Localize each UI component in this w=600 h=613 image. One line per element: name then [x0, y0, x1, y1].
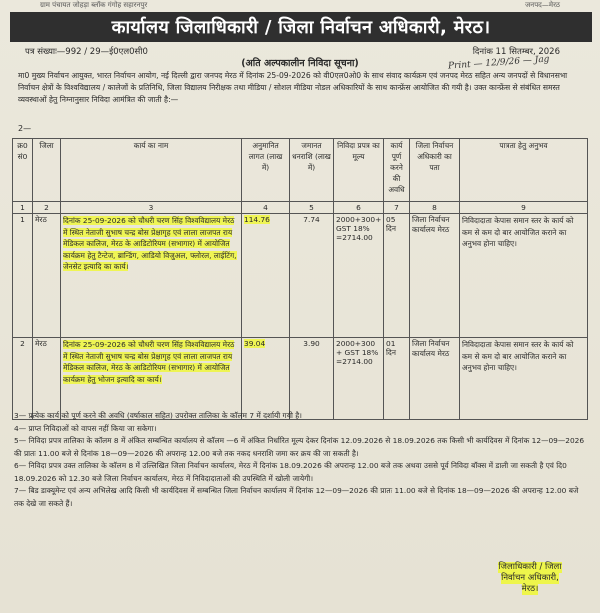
letter-number: पत्र संख्याः—992 / 29—ई0एल0सी0 — [25, 47, 148, 57]
col-number: 3 — [61, 202, 242, 214]
row-eligibility: निविदादाता केपास समान स्तर के कार्य को कम से कम दो बार आयोजित कराने का अनुभव होना चाहिए। — [460, 338, 588, 420]
row-sn: 1 — [13, 214, 33, 338]
col-number: 5 — [290, 202, 334, 214]
col-header-cost: अनुमानित लागत (लाख में) — [242, 139, 290, 202]
col-number: 4 — [242, 202, 290, 214]
col-header-duration: कार्य पूर्ण करने की अवधि — [384, 139, 410, 202]
intro-paragraph: मा0 मुख्य निर्वाचन आयुक्त, भारत निर्वाचन आयोग, नई दिल्ली द्वारा जनपद मेरठ में दिनांक 25-09-2026 को वी0एल0ओ0 के साथ संवाद कार्यक्रम एवं जनपद मेरठ सहित अन्य जनपदों से विधानसभा निर्वाचन क्षेत्रों के विश्वविद्यालय / कालेजों के प्रतिनिधि, जिला विद्यालय निरीक्षक तथा मीडिया / सोशल मीडिया नोडल अधिकारियों के साथ कान्फ्रेंस आयोजित की गयी है। उक्त कान्फ्रेंस से संबंधित समस्त व्यवस्थाओं हेतु निम्नानुसार निविदा आमंत्रित की जाती है:— — [18, 71, 568, 104]
top-strip-right: जनपद—मेरठ — [525, 1, 560, 9]
row-district: मेरठ — [33, 214, 61, 338]
top-strip — [0, 0, 600, 12]
col-header-eligibility: पात्रता हेतु अनुभव — [460, 139, 588, 202]
row-cost-value: 114.76 — [244, 215, 270, 224]
row-address: जिला निर्वाचन कार्यालय मेरठ — [410, 338, 460, 420]
col-number: 8 — [410, 202, 460, 214]
row-duration: 05 दिन — [384, 214, 410, 338]
table-header-row — [13, 139, 588, 202]
col-header-district: जिला — [33, 139, 61, 202]
row-district: मेरठ — [33, 338, 61, 420]
signature-line: मेरठ। — [521, 584, 539, 594]
office-title: कार्यालय जिलाधिकारी / जिला निर्वाचन अधिकारी, मेरठ। — [111, 17, 491, 38]
col-number: 6 — [334, 202, 384, 214]
row-work — [61, 214, 242, 338]
notice-subtitle: (अति अल्पकालीन निविदा सूचना) — [241, 58, 359, 69]
row-cost — [242, 338, 290, 420]
top-strip-left: ग्राम पंचायत जोहड़ा ब्लॉक गंगोह सहारनपुर — [40, 1, 148, 9]
row-security: 3.90 — [290, 338, 334, 420]
note-item: 6— निविदा प्रपत्र उक्त तालिका के कॉलम 8 में उल्लिखित जिला निर्वाचन कार्यालय, मेरठ में दिनांक 18.09.2026 की अपरान्ह 12.00 बजे तक अथवा उससे पूर्व निविदा बॉक्स में डाली जा सकती है एवं दि0 18.09.2026 को 12.30 बजे जिला निर्वाचन कार्यालय, मेरठ में निविदादाताओं की उपस्थिति में खोली जायेगी। — [14, 461, 567, 483]
note-item: 7— बिड डाक्यूमेन्ट एवं अन्य अभिलेख आदि किसी भी कार्यदिवस में सम्बन्धित जिला निर्वाचन कार्यालय में दिनांक 12—09—2026 की प्रातः 11.00 बजे से दिनांक 18—09—2026 की अपरान्ह 12.00 बजे तक देखे जा सकते हैं। — [14, 486, 579, 508]
tender-table — [12, 138, 588, 420]
letter-date: दिनांक 11 सितम्बर, 2026 — [472, 47, 560, 57]
row-form-price: 2000+300 + GST 18% =2714.00 — [334, 338, 384, 420]
row-work-text: दिनांक 25-09-2026 को चौधरी चरण सिंह विश्वविद्यालय मेरठ में स्थित नेताजी सुभाष चन्द्र बोस प्रेक्षागृह एवं लाला लाजपत राय मेडिकल कालिज, मेरठ के आडिटोरियम (सभागार) में आयोजित कार्यक्रम हेतु टैन्टेज, ब्रान्डिंग, आडियो विजुअल, फ्लोरल, लाईटिंग, जेनसेट इत्यादि का कार्य। — [63, 216, 237, 271]
note-item: 5— निविदा प्रपत्र तालिका के कॉलम 8 में अंकित सम्बन्धित कार्यालय से कॉलम —6 में अंकित निर्धारित मूल्य देकर दिनांक 12.09.2026 से 18.09.2026 तक किसी भी कार्यदिवस में दिनांक 12—09—2026 की प्रातः 11.00 बजे से दिनांक 18—09—2026 की अपरान्ह 12.00 बजे तक नकद धनराशि जमा कर क्रय की जा सकती है। — [14, 436, 585, 458]
row-security: 7.74 — [290, 214, 334, 338]
row-eligibility: निविदादाता केपास समान स्तर के कार्य को कम से कम दो बार आयोजित कराने का अनुभव होना चाहिए। — [460, 214, 588, 338]
signature-block — [480, 562, 580, 595]
col-header-work: कार्य का नाम — [61, 139, 242, 202]
col-header-address: जिला निर्वाचन अधिकारी का पता — [410, 139, 460, 202]
table-row — [13, 338, 588, 420]
col-header-security: जमानत धनराशि (लाख में) — [290, 139, 334, 202]
col-number: 9 — [460, 202, 588, 214]
handwritten-note: Print — 12/9/26 — Jag — [447, 54, 550, 72]
note-item: 3— प्रत्येक कार्य को पूर्ण करने की अवधि (वर्षाकाल सहित) उपरोक्त तालिका के कॉलम 7 में दर्शायी गयी है। — [14, 411, 302, 420]
col-number: 2 — [33, 202, 61, 214]
col-number: 7 — [384, 202, 410, 214]
col-number: 1 — [13, 202, 33, 214]
row-work-text: दिनांक 25-09-2026 को चौधरी चरण सिंह विश्वविद्यालय मेरठ में स्थित नेताजी सुभाष चन्द्र बोस प्रेक्षागृह एवं लाला लाजपत राय मेडिकल कालिज, मेरठ के आडिटोरियम (सभागार) में आयोजित कार्यक्रम हेतु भोजन इत्यादि का कार्य। — [63, 340, 235, 384]
table-row — [13, 214, 588, 338]
row-cost-value: 39.04 — [244, 339, 266, 348]
signature-line: निर्वाचन अधिकारी, — [501, 573, 559, 583]
row-work — [61, 338, 242, 420]
row-sn: 2 — [13, 338, 33, 420]
notes-section — [14, 410, 589, 510]
signature-line: जिलाधिकारी / जिला — [498, 562, 562, 572]
row-form-price: 2000+300+ GST 18% =2714.00 — [334, 214, 384, 338]
office-title-banner — [10, 12, 592, 42]
section-marker: 2— — [18, 124, 32, 133]
row-duration: 01 दिन — [384, 338, 410, 420]
row-address: जिला निर्वाचन कार्यालय मेरठ — [410, 214, 460, 338]
col-header-form-price: निविदा प्रपत्र का मूल्य — [334, 139, 384, 202]
note-item: 4— प्राप्त निविदाओं को वापस नहीं किया जा सकेगा। — [14, 423, 157, 433]
row-cost — [242, 214, 290, 338]
column-number-row — [13, 202, 588, 214]
col-header-sn: क्र0 सं0 — [13, 139, 33, 202]
